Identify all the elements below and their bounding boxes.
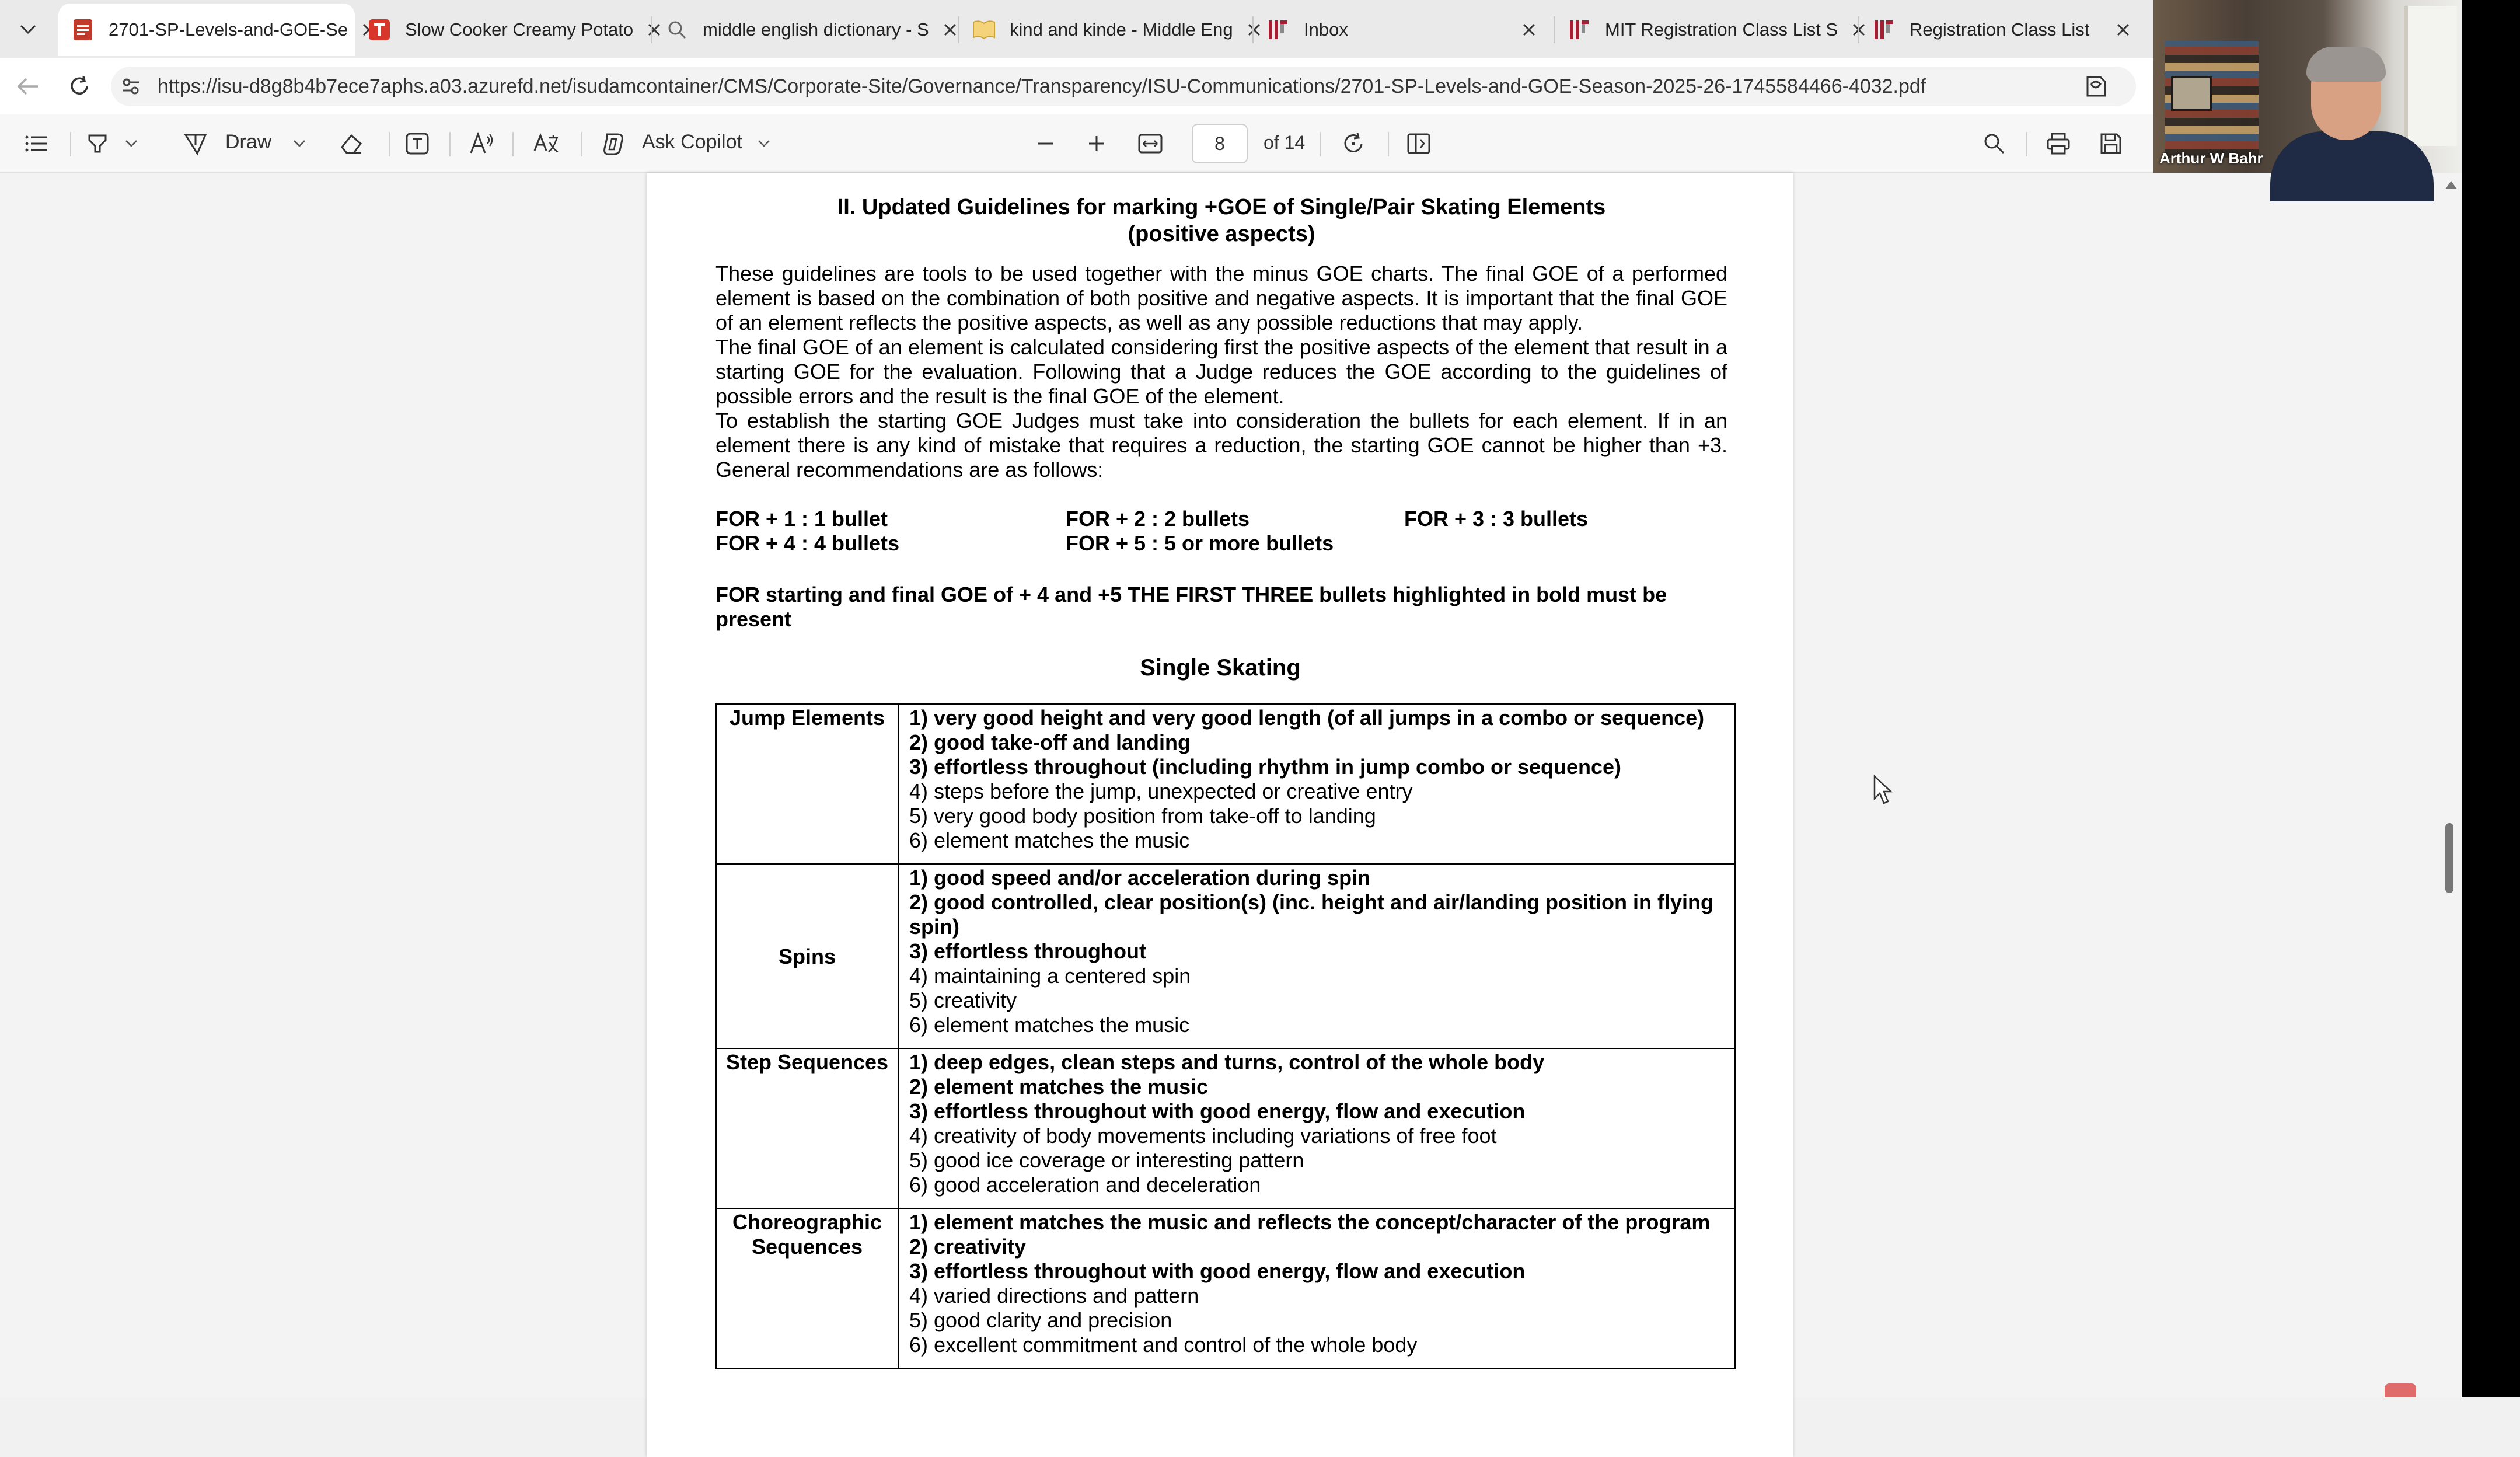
tab-close-icon[interactable] bbox=[2111, 18, 2135, 41]
goe-bullet: 5) good clarity and precision bbox=[909, 1308, 1172, 1332]
mouse-cursor-icon bbox=[1872, 775, 1896, 806]
url-text: https://isu-d8g8b4b7ece7aphs.a03.azurefd.net/isudamcontainer/CMS/Corporate-Site/Governance/Transparency/ISU-Communications/2701-SP-Levels-and-GOE-Season-2025-26-1745584466-4032.pdf bbox=[158, 75, 1926, 97]
zoom-out-icon[interactable] bbox=[1031, 129, 1060, 158]
pdf-page bbox=[647, 173, 1793, 1457]
tab-title: 2701-SP-Levels-and-GOE-Se bbox=[109, 19, 348, 40]
search-icon[interactable] bbox=[1980, 129, 2009, 158]
tab-title: Registration Class List bbox=[1910, 19, 2090, 40]
element-type-cell: Step Sequences bbox=[716, 1048, 898, 1208]
goe-bullet: 6) excellent commitment and control of the whole body bbox=[909, 1333, 1418, 1357]
back-button[interactable] bbox=[11, 70, 46, 103]
translate-icon[interactable] bbox=[531, 129, 560, 158]
screen-edge bbox=[2462, 0, 2520, 1397]
save-icon[interactable] bbox=[2096, 129, 2125, 158]
refresh-icon bbox=[68, 75, 90, 97]
copilot-icon[interactable] bbox=[599, 129, 628, 158]
read-aloud-icon[interactable] bbox=[467, 129, 496, 158]
mit-logo-icon bbox=[1872, 18, 1896, 41]
tab-title: kind and kinde - Middle Eng bbox=[1010, 19, 1233, 40]
tab-title: Slow Cooker Creamy Potato bbox=[405, 19, 634, 40]
refresh-button[interactable] bbox=[62, 70, 97, 103]
zoom-in-icon[interactable] bbox=[1082, 129, 1111, 158]
toolbar-separator bbox=[389, 132, 390, 156]
toolbar-separator bbox=[581, 132, 582, 156]
tab-title: Inbox bbox=[1304, 19, 1348, 40]
page-view-icon[interactable] bbox=[1404, 129, 1433, 158]
address-bar-row bbox=[0, 58, 2153, 114]
goe-plus5-rule: FOR + 5 : 5 or more bullets bbox=[1066, 531, 1334, 555]
pdf-icon bbox=[71, 18, 95, 41]
goe-plus4-rule: FOR + 4 : 4 bullets bbox=[715, 531, 900, 555]
element-type-cell: Jump Elements bbox=[716, 704, 898, 864]
tab-registration-class-list[interactable] bbox=[1859, 4, 2148, 56]
paragraph: These guidelines are tools to be used together with the minus GOE charts. The final GOE of a performed element is based on the combination of both positive and negative aspects. It is important that the final GOE of an element reflects the positive aspects, as well as any possible reductions that may apply. bbox=[715, 262, 1727, 334]
goe-bullet: 5) good ice coverage or interesting pattern bbox=[909, 1148, 1304, 1172]
toolbar-separator bbox=[70, 132, 71, 156]
goe-bullet: 4) steps before the jump, unexpected or creative entry bbox=[909, 779, 1413, 803]
vertical-scrollbar[interactable] bbox=[2438, 173, 2462, 1397]
tab-middle-english-search[interactable] bbox=[652, 4, 958, 56]
toolbar-separator bbox=[512, 132, 514, 156]
window bbox=[2404, 6, 2457, 146]
goe-table-row bbox=[716, 1048, 1735, 1208]
bullets-cell bbox=[898, 1048, 1735, 1208]
copilot-dropdown-chevron-icon[interactable] bbox=[755, 129, 773, 158]
eraser-icon[interactable] bbox=[336, 129, 365, 158]
immersive-reader-icon[interactable] bbox=[2082, 74, 2110, 99]
toolbar-separator bbox=[449, 132, 451, 156]
table-of-contents-icon[interactable] bbox=[22, 129, 51, 158]
goe-bullet: 1) deep edges, clean steps and turns, control of the whole body bbox=[909, 1050, 1545, 1074]
goe-table bbox=[715, 703, 1736, 1369]
goe-bullet-requirements bbox=[715, 507, 1737, 559]
toolbar-separator bbox=[1320, 132, 1321, 156]
participant-shirt bbox=[2270, 131, 2434, 201]
page-number-input[interactable]: 8 bbox=[1192, 124, 1248, 163]
goe-bullet: 3) effortless throughout bbox=[909, 939, 1146, 963]
tab-close-icon[interactable] bbox=[1517, 18, 1541, 41]
document-content bbox=[715, 194, 1737, 1369]
page-total-label: of 14 bbox=[1264, 132, 1306, 153]
intro-paragraphs bbox=[715, 262, 1727, 482]
bullets-cell bbox=[898, 704, 1735, 864]
highlight-dropdown-chevron-icon[interactable] bbox=[123, 129, 140, 158]
goe-table-row bbox=[716, 1208, 1735, 1368]
goe-bullet: 6) good acceleration and deceleration bbox=[909, 1173, 1261, 1197]
search-icon bbox=[665, 18, 689, 41]
goe-plus2-rule: FOR + 2 : 2 bullets bbox=[1066, 507, 1250, 531]
address-field[interactable] bbox=[111, 67, 2136, 106]
heading-line: (positive aspects) bbox=[1128, 222, 1315, 246]
goe-bullet: 2) element matches the music bbox=[909, 1075, 1209, 1099]
goe-bullet: 4) varied directions and pattern bbox=[909, 1284, 1199, 1308]
tab-title: MIT Registration Class List S bbox=[1605, 19, 1838, 40]
pdf-toolbar bbox=[0, 114, 2153, 173]
picture-frame bbox=[2171, 76, 2212, 111]
tab-mit-registration-class-list-s[interactable] bbox=[1555, 4, 1858, 56]
goe-plus1-rule: FOR + 1 : 1 bullet bbox=[715, 507, 888, 531]
bullets-cell bbox=[898, 1208, 1735, 1368]
draw-dropdown-chevron-icon[interactable] bbox=[291, 129, 308, 158]
tab-kind-and-kinde[interactable] bbox=[959, 4, 1252, 56]
chevron-down-icon bbox=[19, 23, 37, 35]
scroll-up-arrow-icon[interactable] bbox=[2445, 181, 2457, 189]
heading-line: II. Updated Guidelines for marking +GOE of Single/Pair Skating Elements bbox=[837, 195, 1606, 219]
single-skating-title: Single Skating bbox=[1140, 655, 1301, 681]
tab-slow-cooker[interactable] bbox=[355, 4, 651, 56]
arrow-left-icon bbox=[17, 76, 39, 96]
goe-bullet: 2) creativity bbox=[909, 1235, 1027, 1259]
book-icon bbox=[972, 18, 996, 41]
highlight-icon[interactable] bbox=[83, 129, 112, 158]
paragraph: To establish the starting GOE Judges must take into consideration the bullets for each element. If in an element there is any kind of mistake that requires a reduction, the starting GOE cannot be higher than +3. General recommendations are as follows: bbox=[715, 409, 1727, 482]
video-call-thumbnail[interactable] bbox=[2153, 0, 2462, 173]
print-icon[interactable] bbox=[2044, 129, 2073, 158]
paragraph: The final GOE of an element is calculated considering first the positive aspects of the element that result in a starting GOE for the evaluation. Following that a Judge reduces the GOE according to the guidelines of possible errors and the result is the final GOE of the element. bbox=[715, 335, 1727, 408]
section-heading bbox=[715, 194, 1727, 248]
goe-table-row bbox=[716, 704, 1735, 864]
draw-pen-icon[interactable] bbox=[181, 129, 210, 158]
goe-table-row bbox=[716, 864, 1735, 1048]
toolbar-separator bbox=[2026, 132, 2027, 156]
goe-bullet: 4) creativity of body movements including variations of free foot bbox=[909, 1124, 1497, 1148]
goe-bullet: 5) very good body position from take-off to landing bbox=[909, 804, 1376, 828]
goe-plus3-rule: FOR + 3 : 3 bullets bbox=[1404, 507, 1589, 531]
goe-bullet: 1) very good height and very good length (of all jumps in a combo or sequence) bbox=[909, 706, 1705, 730]
goe-bullet: 2) good take-off and landing bbox=[909, 730, 1191, 754]
participant-name: Arthur W Bahr bbox=[2159, 149, 2263, 167]
goe-bullet: 1) good speed and/or acceleration during spin bbox=[909, 866, 1371, 890]
goe-bullet: 6) element matches the music bbox=[909, 828, 1190, 852]
rotate-icon[interactable] bbox=[1339, 129, 1368, 158]
scrollbar-thumb[interactable] bbox=[2445, 823, 2453, 893]
goe-bullet: 3) effortless throughout (including rhythm in jump combo or sequence) bbox=[909, 755, 1622, 779]
goe-bullet: 4) maintaining a centered spin bbox=[909, 964, 1191, 988]
tab-bar bbox=[0, 0, 2153, 58]
tab-pdf-levels-goe[interactable] bbox=[58, 4, 355, 56]
goe-bullet: 3) effortless throughout with good energy, flow and execution bbox=[909, 1099, 1526, 1123]
draw-label[interactable]: Draw bbox=[225, 131, 272, 153]
add-text-icon[interactable] bbox=[403, 129, 432, 158]
tab-inbox[interactable] bbox=[1254, 4, 1554, 56]
element-type-cell: Choreographic Sequences bbox=[716, 1208, 898, 1368]
tab-title: middle english dictionary - S bbox=[703, 19, 929, 40]
toolbar-separator bbox=[1388, 132, 1389, 156]
recipe-site-icon bbox=[368, 18, 391, 41]
goe-bullet: 1) element matches the music and reflects the concept/character of the program bbox=[909, 1210, 1711, 1234]
participant-hair bbox=[2306, 47, 2386, 82]
mit-logo-icon bbox=[1266, 18, 1290, 41]
mit-logo-icon bbox=[1568, 18, 1591, 41]
element-type-cell: Spins bbox=[716, 864, 898, 1048]
fit-to-width-icon[interactable] bbox=[1136, 129, 1165, 158]
pdf-viewer[interactable] bbox=[0, 173, 2462, 1397]
goe-bullet: 6) element matches the music bbox=[909, 1013, 1190, 1037]
goe-bullet: 3) effortless throughout with good energy, flow and execution bbox=[909, 1259, 1526, 1283]
site-info-icon[interactable] bbox=[119, 75, 142, 98]
ask-copilot-label[interactable]: Ask Copilot bbox=[642, 131, 742, 153]
tab-actions-menu-button[interactable] bbox=[11, 13, 46, 46]
goe-bullet: 5) creativity bbox=[909, 988, 1017, 1012]
notification-badge bbox=[2385, 1383, 2416, 1397]
goe-note: FOR starting and final GOE of + 4 and +5 THE FIRST THREE bullets highlighted in bold must be present bbox=[715, 583, 1667, 631]
bullets-cell bbox=[898, 864, 1735, 1048]
goe-bullet: 2) good controlled, clear position(s) (inc. height and air/landing position in flying spin) bbox=[909, 890, 1714, 939]
